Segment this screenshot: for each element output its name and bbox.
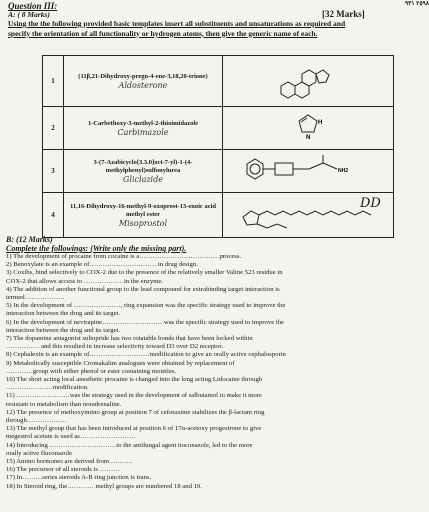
row-number: 4	[43, 193, 64, 238]
list-item: orally active fluconazole	[6, 449, 73, 457]
list-item: 13) The methyl group that has been introduced at position 6 of 17α-acetoxy progestrone to give	[6, 425, 262, 433]
svg-text:NH2: NH2	[338, 168, 349, 174]
list-item: interaction between the drug and its target.	[6, 310, 121, 318]
svg-text:N: N	[306, 135, 311, 141]
chemical-name-text: 11,16-Dihydroxy-16-methyl-9-oxoprost-13-enoic acid methyl ester	[70, 202, 216, 218]
list-item: resistant to metabolism than noradrenaline.	[6, 400, 122, 408]
list-item: megestrol acetate is used as…………………….	[6, 433, 136, 441]
imidazole-icon	[223, 107, 394, 150]
table-row	[43, 56, 394, 107]
row-number: 3	[43, 150, 64, 193]
list-item: termed………………	[6, 294, 65, 302]
list-item: 2) Benoxylate is an example of………………………… in drug design.	[6, 261, 198, 269]
handwritten-answer: Carbimazole	[117, 127, 169, 137]
handwritten-answer: Misoprostol	[118, 218, 168, 228]
chemical-name	[64, 107, 223, 150]
table-row	[43, 193, 394, 238]
list-item: …………… and this resulted in increase selectivity toward D3 over D2 receptor.	[6, 343, 223, 351]
section-a-heading: A: ( 8 Marks)	[8, 10, 50, 19]
instructions	[8, 19, 368, 38]
list-item: 17) In………series steroids A-B ring junction is trans.	[6, 474, 152, 482]
list-item: interaction between the drug and its target.	[6, 326, 121, 334]
list-item: 16) The precursor of all steroids is ………	[6, 466, 120, 474]
list-item: …………………modification.	[6, 384, 89, 392]
chemical-name	[64, 193, 223, 238]
list-item: through………………	[6, 417, 67, 425]
handwritten-answer: Gliclazide	[123, 174, 163, 184]
table-row	[43, 107, 394, 150]
list-item: 8) Cephalexin is an example of………………………modification to give an orally active cephalosporin	[6, 351, 286, 359]
handwritten-answer: Aldosterone	[118, 80, 168, 90]
corner-note: ٢٥٩٨ ٩٣١	[404, 1, 429, 7]
list-item: 9) Metabolically susceptible Cromakalim analogues were obtained by replacement of	[6, 359, 235, 367]
list-item: 10) The short acting local anesthetic procaine is changed into the long acting Lidocaine through	[6, 376, 263, 384]
list-item: 6) In the development of nevirapine……………………… was the specific strategy used to improve the	[6, 318, 285, 326]
svg-text:H: H	[318, 120, 323, 126]
list-item: 12) The presence of methoxyimino group at position 7 of cefotaxime stabilizes the β-lactam ring	[6, 408, 265, 416]
molecule-table	[42, 55, 394, 238]
section-b-heading: B: (12 Marks)	[6, 235, 53, 244]
list-item: …………group with either phenol or ester containing moieties.	[6, 367, 177, 375]
instructions-text: Using the the following provided basic templates insert all substituents and unsaturations as required and specify the orientation of all functionality or hydrogen atoms, then give the generic name of each.	[8, 19, 346, 38]
urea-icon	[223, 150, 394, 193]
list-item: 7) The dopamine antagonist sultopride has two rotatable bonds that have been locked within	[6, 335, 253, 343]
list-item: 5) In the development of …………………, ring expansion was the specific strategy used to improve the	[6, 302, 286, 310]
question-list	[6, 253, 421, 491]
total-marks: [32 Marks]	[322, 9, 365, 19]
row-number: 1	[43, 56, 64, 107]
row-number: 2	[43, 107, 64, 150]
chemical-name-text: 1-Carbethoxy-3-methyl-2-thioimidazole	[87, 119, 199, 127]
list-item: 18) In Steroid ring, the………… methyl groups are numbered 18 and 19.	[6, 482, 202, 490]
question-heading: Question III:	[8, 1, 58, 11]
section-b-instruction: Complete the followings: (Write only the missing part).	[6, 244, 187, 253]
chemical-name-text: 3-(7-Azabicyclo[3.3.0]oct-7-yl)-1-(4-methylphenyl)sulfonylurea	[93, 158, 193, 174]
list-item: 11) ……………………was the strategy used in the development of salbutamol to make it more	[6, 392, 262, 400]
table-row	[43, 150, 394, 193]
list-item: COX-2 that allows access to ………………in the enzyme.	[6, 277, 164, 285]
steroid-icon	[223, 56, 394, 107]
chemical-name	[64, 150, 223, 193]
list-item: 15) Amino hormones are derived from ……….	[6, 458, 133, 466]
chemical-name	[64, 56, 223, 107]
handwritten-margin-note: DD	[360, 196, 381, 211]
list-item: 14) Introducing …………………………to the antifungal agent tioconazole, led to the more	[6, 441, 253, 449]
list-item: 3) Coxibs, bind selectively to COX-2 due to the presence of the relatively smaller Valine 523 residue in	[6, 269, 283, 277]
list-item: 4) The addition of another functional group to the lead compound for extrabinding target interaction is	[6, 285, 280, 293]
chemical-name-text: (11β,21-Dihydroxy-pregn-4-ene-3,18,20-trione)	[78, 72, 208, 80]
list-item: 1) The development of procaine from cocaine is a………………………………process.	[6, 253, 242, 260]
